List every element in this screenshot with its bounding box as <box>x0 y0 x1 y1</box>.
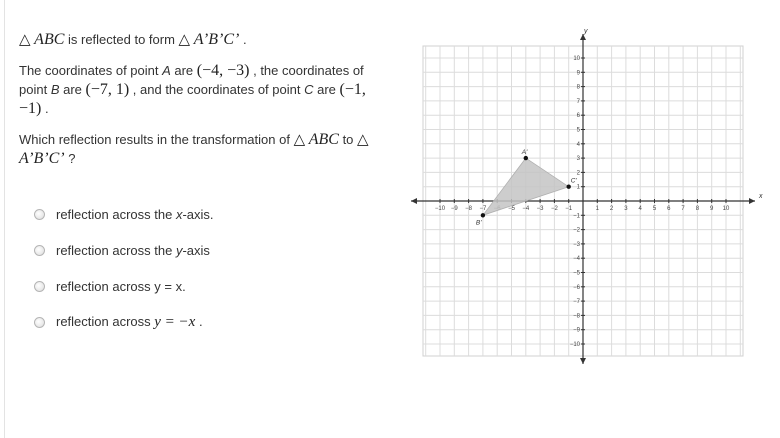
triangle-image-name: A’B’C’ <box>193 31 240 48</box>
option-reflect-y-equals-neg-x[interactable] <box>34 304 214 340</box>
option-variable: x <box>175 206 183 222</box>
x-tick-label: 4 <box>638 206 642 212</box>
question-text-segment: ? <box>64 151 76 166</box>
y-tick-label: 4 <box>576 141 580 148</box>
question-text-segment: . <box>239 32 247 47</box>
point-name: C <box>304 82 314 97</box>
option-label <box>56 207 214 222</box>
x-tick-label: 9 <box>710 206 714 212</box>
question-text-segment: are <box>59 82 86 97</box>
x-tick-label: −2 <box>550 206 558 212</box>
coordinate-a: (−4, −3) <box>196 62 250 79</box>
y-tick-label: −5 <box>573 270 580 277</box>
x-axis-arrow-right <box>749 198 755 204</box>
triangle-name: ABC <box>308 131 339 148</box>
option-reflect-y-axis[interactable] <box>34 232 214 268</box>
triangle-symbol: △ <box>178 30 191 48</box>
x-tick-label: 8 <box>695 206 700 212</box>
option-text: -axis <box>182 242 210 258</box>
option-text: reflection across the <box>56 206 176 222</box>
y-tick-label: 3 <box>576 156 580 163</box>
radio-button[interactable] <box>34 209 45 220</box>
y-tick-label: 8 <box>576 84 580 91</box>
x-tick-label: 10 <box>722 206 730 212</box>
coordinate-b: (−7, 1) <box>85 81 130 98</box>
option-text: -axis. <box>182 206 214 222</box>
y-tick-label: −9 <box>573 327 580 334</box>
question-line-1 <box>19 30 379 49</box>
triangle-symbol: △ <box>293 130 306 148</box>
coordinate-plane-svg <box>403 26 765 370</box>
answer-options <box>34 196 214 340</box>
y-tick-label: −6 <box>573 284 580 291</box>
vertex-label: C' <box>570 177 577 185</box>
x-tick-label: −3 <box>536 206 544 212</box>
option-label <box>56 314 203 331</box>
x-tick-label: −1 <box>565 206 573 212</box>
y-tick-label: −4 <box>573 256 580 263</box>
y-tick-label: 2 <box>576 170 580 177</box>
question-line-2 <box>19 61 379 118</box>
triangle-symbol: △ <box>19 30 31 48</box>
x-tick-label: 7 <box>681 206 685 212</box>
question-text-segment: The coordinates of point <box>19 63 163 78</box>
triangle-name: ABC <box>34 31 65 48</box>
question-text-segment: are <box>170 63 197 78</box>
radio-button[interactable] <box>34 245 45 256</box>
x-tick-label: 3 <box>624 206 628 212</box>
y-tick-label: −1 <box>573 213 580 220</box>
option-text: = x. <box>160 278 186 294</box>
triangle-image-name: A’B’C’ <box>19 150 65 167</box>
vertex-label: A' <box>521 149 528 157</box>
y-tick-label: 9 <box>576 70 580 77</box>
x-axis-arrow-left <box>411 198 417 204</box>
question-text-segment: Which reflection results in the transformation of <box>19 132 294 147</box>
option-text: reflection across <box>56 278 155 294</box>
option-reflect-x-axis[interactable] <box>34 196 214 232</box>
y-tick-label: −3 <box>573 241 580 248</box>
option-text: reflection across <box>56 313 155 329</box>
option-math: y = −x <box>154 313 196 330</box>
triangle-symbol: △ <box>357 130 369 148</box>
point-name: B <box>50 82 60 97</box>
coordinate-c: (−1, −1) <box>19 81 366 117</box>
y-tick-label: 6 <box>576 113 580 120</box>
x-tick-label: −5 <box>508 206 515 212</box>
point-name: A <box>162 63 171 78</box>
question-text-segment: is reflected to form <box>64 32 179 47</box>
y-tick-label: 10 <box>573 56 580 62</box>
x-tick-label: 6 <box>667 206 671 212</box>
option-label <box>56 243 210 258</box>
coordinate-plane <box>403 26 765 370</box>
question-line-3 <box>19 130 379 168</box>
vertex-point <box>567 185 571 189</box>
question-text-segment: . <box>41 101 49 116</box>
y-axis-arrow-down <box>580 358 586 364</box>
x-tick-label: 5 <box>652 206 657 212</box>
x-tick-label: −10 <box>434 206 446 212</box>
x-tick-label: 2 <box>609 206 614 212</box>
vertex-label: B' <box>475 219 482 227</box>
x-tick-label: −8 <box>465 206 473 212</box>
y-axis-label: y <box>584 28 588 35</box>
option-reflect-y-equals-x[interactable] <box>34 268 214 304</box>
option-label <box>56 279 186 294</box>
question-text-segment: , the coordinates of point <box>19 63 364 97</box>
x-tick-label: 1 <box>595 206 599 212</box>
y-tick-label: −8 <box>573 313 580 320</box>
option-variable: y <box>154 278 161 294</box>
option-variable: y <box>175 242 183 258</box>
y-tick-label: −10 <box>569 342 580 348</box>
x-tick-label: −9 <box>450 206 458 212</box>
question-text-segment: to <box>338 132 358 147</box>
y-tick-label: −2 <box>573 227 580 234</box>
vertex-point <box>524 156 528 160</box>
option-text: . <box>195 313 203 329</box>
option-text: reflection across the <box>56 242 176 258</box>
x-tick-label: −4 <box>522 206 530 212</box>
question-text-segment: , and the coordinates of point <box>129 82 305 97</box>
y-tick-label: 7 <box>576 98 580 105</box>
y-tick-label: 5 <box>576 127 580 134</box>
vertex-point <box>481 213 485 217</box>
left-border <box>4 0 5 438</box>
radio-button[interactable] <box>34 317 45 328</box>
question-text-segment: are <box>313 82 340 97</box>
x-axis-label: x <box>759 193 763 200</box>
x-tick-label: −7 <box>479 206 487 212</box>
radio-button[interactable] <box>34 281 45 292</box>
y-tick-label: 1 <box>576 184 580 191</box>
y-tick-label: −7 <box>573 299 580 306</box>
question-text <box>19 30 379 180</box>
